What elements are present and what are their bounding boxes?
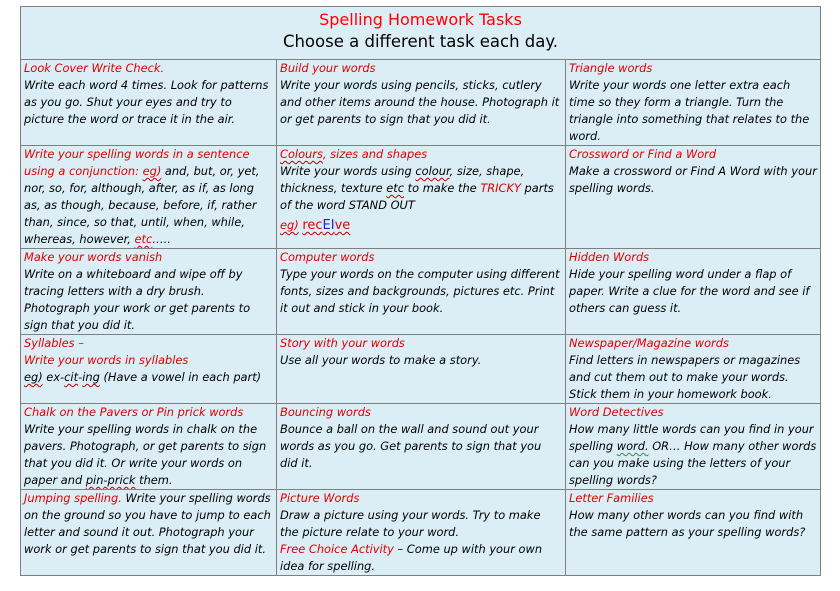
task-cell-hidden-words xyxy=(566,249,821,335)
task-description: and, but, or, yet, nor, so, for, although, after, as if, as long as, as though, because, before, if, rather than, since, so that, until, when, while, whereas, however, xyxy=(24,164,260,246)
task-title: Look Cover Write Check. xyxy=(24,61,165,75)
header-row xyxy=(21,7,821,60)
example-dash: - xyxy=(78,370,83,384)
task-title: Newspaper/Magazine words xyxy=(569,336,729,350)
task-title xyxy=(280,146,562,163)
free-choice-description: – Come up with your own idea for spelling. xyxy=(280,542,543,573)
task-description: Write each word 4 times. Look for patterns as you go. Shut your eyes and try to picture the word or trace it in the air. xyxy=(24,78,269,126)
pin-prick-word: pin-prick xyxy=(85,473,136,487)
task-title: Letter Families xyxy=(569,491,654,505)
table-row xyxy=(21,335,821,404)
task-description-mid: , size, shape, thickness, texture xyxy=(280,164,525,195)
etc-text: etc xyxy=(134,232,153,246)
example-ve: ve xyxy=(334,218,351,233)
example-ei: EI xyxy=(322,218,335,233)
task-cell-chalk-pavers xyxy=(21,404,277,490)
task-description-mid2: to make the xyxy=(404,181,481,195)
task-cell-letter-families xyxy=(566,490,821,576)
task-description-end: parts of the word STAND OUT xyxy=(280,181,554,212)
task-cell-look-cover-write-check xyxy=(21,60,277,146)
task-title: Jumping spelling. xyxy=(24,491,122,505)
task-cell-make-words-vanish xyxy=(21,249,277,335)
tricky-word: TRICKY xyxy=(480,181,521,195)
task-cell-syllables xyxy=(21,335,277,404)
task-title: Syllables – xyxy=(24,336,84,350)
task-cell-build-your-words xyxy=(277,60,566,146)
task-cell-newspaper xyxy=(566,335,821,404)
task-description: Write your words using pencils, sticks, cutlery and other items around the house. Photograph it or get parents to sign that you did it. xyxy=(280,78,560,126)
task-title: Picture Words xyxy=(280,491,360,505)
homework-table xyxy=(20,6,821,576)
page-subtitle: Choose a different task each day. xyxy=(282,32,559,51)
task-description: Write your words one letter extra each time so they form a triangle. Turn the triangle into something that relates to the word. xyxy=(569,78,810,143)
table-row xyxy=(21,490,821,576)
task-title: Triangle words xyxy=(569,61,653,75)
task-cell-bouncing-words xyxy=(277,404,566,490)
table-row xyxy=(21,249,821,335)
task-title-rest: , sizes and shapes xyxy=(322,147,428,161)
task-cell-computer-words xyxy=(277,249,566,335)
task-cell-word-detectives xyxy=(566,404,821,490)
header-cell xyxy=(21,7,821,60)
task-title-continued: Write your words in syllables xyxy=(24,353,189,367)
task-description: Draw a picture using your words. Try to make the picture relate to your word. xyxy=(280,508,541,539)
task-description: Write your spelling words on the ground so you have to jump to each letter and sound it out. Photograph your work or get parents to sign that you did it. xyxy=(24,491,271,556)
task-description: Use all your words to make a story. xyxy=(280,353,482,367)
task-description: (Have a vowel in each part) xyxy=(99,370,262,384)
task-description-end: OR… How many other words can you make using the letters of your spelling words? xyxy=(569,439,817,487)
table-row xyxy=(21,404,821,490)
task-title: Word Detectives xyxy=(569,405,664,419)
task-description: How many other words can you find with the same pattern as your spelling words? xyxy=(569,508,806,539)
task-description: Hide your spelling word under a flap of paper. Write a clue for the word and see if others can guess it. xyxy=(569,267,810,315)
task-cell-jumping-spelling xyxy=(21,490,277,576)
task-description-end: them. xyxy=(135,473,173,487)
example-marker: eg) xyxy=(280,218,299,232)
task-description: Write on a whiteboard and wipe off by tracing letters with a dry brush. Photograph your work or get parents to sign that you did it. xyxy=(24,267,251,332)
example-syllable: ing xyxy=(82,370,100,384)
word-text: word. xyxy=(616,439,649,453)
example-rec: rec xyxy=(302,218,323,233)
task-title: Write your spelling words in a sentence xyxy=(24,147,250,161)
task-title: Chalk on the Pavers or Pin prick words xyxy=(24,405,244,419)
example-line xyxy=(280,217,562,234)
task-description: Bounce a ball on the wall and sound out your words as you go. Get parents to sign that you did it. xyxy=(280,422,542,470)
task-description: Make a crossword or Find A Word with your spelling words. xyxy=(569,164,817,195)
example-marker: eg) xyxy=(24,370,43,384)
task-cell-triangle-words xyxy=(566,60,821,146)
task-description-start: Write your words using xyxy=(280,164,416,178)
task-cell-crossword xyxy=(566,146,821,249)
task-title: Computer words xyxy=(280,250,375,264)
ellipsis-text: ….. xyxy=(152,232,171,246)
free-choice-title: Free Choice Activity xyxy=(280,542,394,556)
task-description: Find letters in newspapers or magazines and cut them out to make your words. Stick them in your homework book. xyxy=(569,353,801,401)
task-cell-story xyxy=(277,335,566,404)
etc-text: etc xyxy=(386,181,405,195)
task-title-continued: using a conjunction: xyxy=(24,164,143,178)
task-title: Build your words xyxy=(280,61,376,75)
task-description: Write your spelling words in chalk on the pavers. Photograph, or get parents to sign that you did it. Or write your words on paper and xyxy=(24,422,267,487)
example-marker: eg) xyxy=(142,164,162,178)
colour-word: colour xyxy=(415,164,450,178)
task-description: How many little words can you find in your spelling xyxy=(569,422,814,453)
task-title: Bouncing words xyxy=(280,405,371,419)
table-row xyxy=(21,146,821,249)
task-title: Hidden Words xyxy=(569,250,650,264)
example-prefix: ex- xyxy=(42,370,65,384)
task-cell-colours-sizes-shapes xyxy=(277,146,566,249)
example-syllable: cit xyxy=(64,370,79,384)
task-title: Story with your words xyxy=(280,336,405,350)
task-cell-sentence-conjunction xyxy=(21,146,277,249)
page-title: Spelling Homework Tasks xyxy=(319,10,522,29)
table-row xyxy=(21,60,821,146)
task-title: Crossword or Find a Word xyxy=(569,147,717,161)
task-title: Make your words vanish xyxy=(24,250,163,264)
task-cell-picture-words xyxy=(277,490,566,576)
task-title-colours: Colours xyxy=(280,147,323,161)
task-description: Type your words on the computer using different fonts, sizes and backgrounds, pictures etc. Print it out and stick in your book. xyxy=(280,267,560,315)
